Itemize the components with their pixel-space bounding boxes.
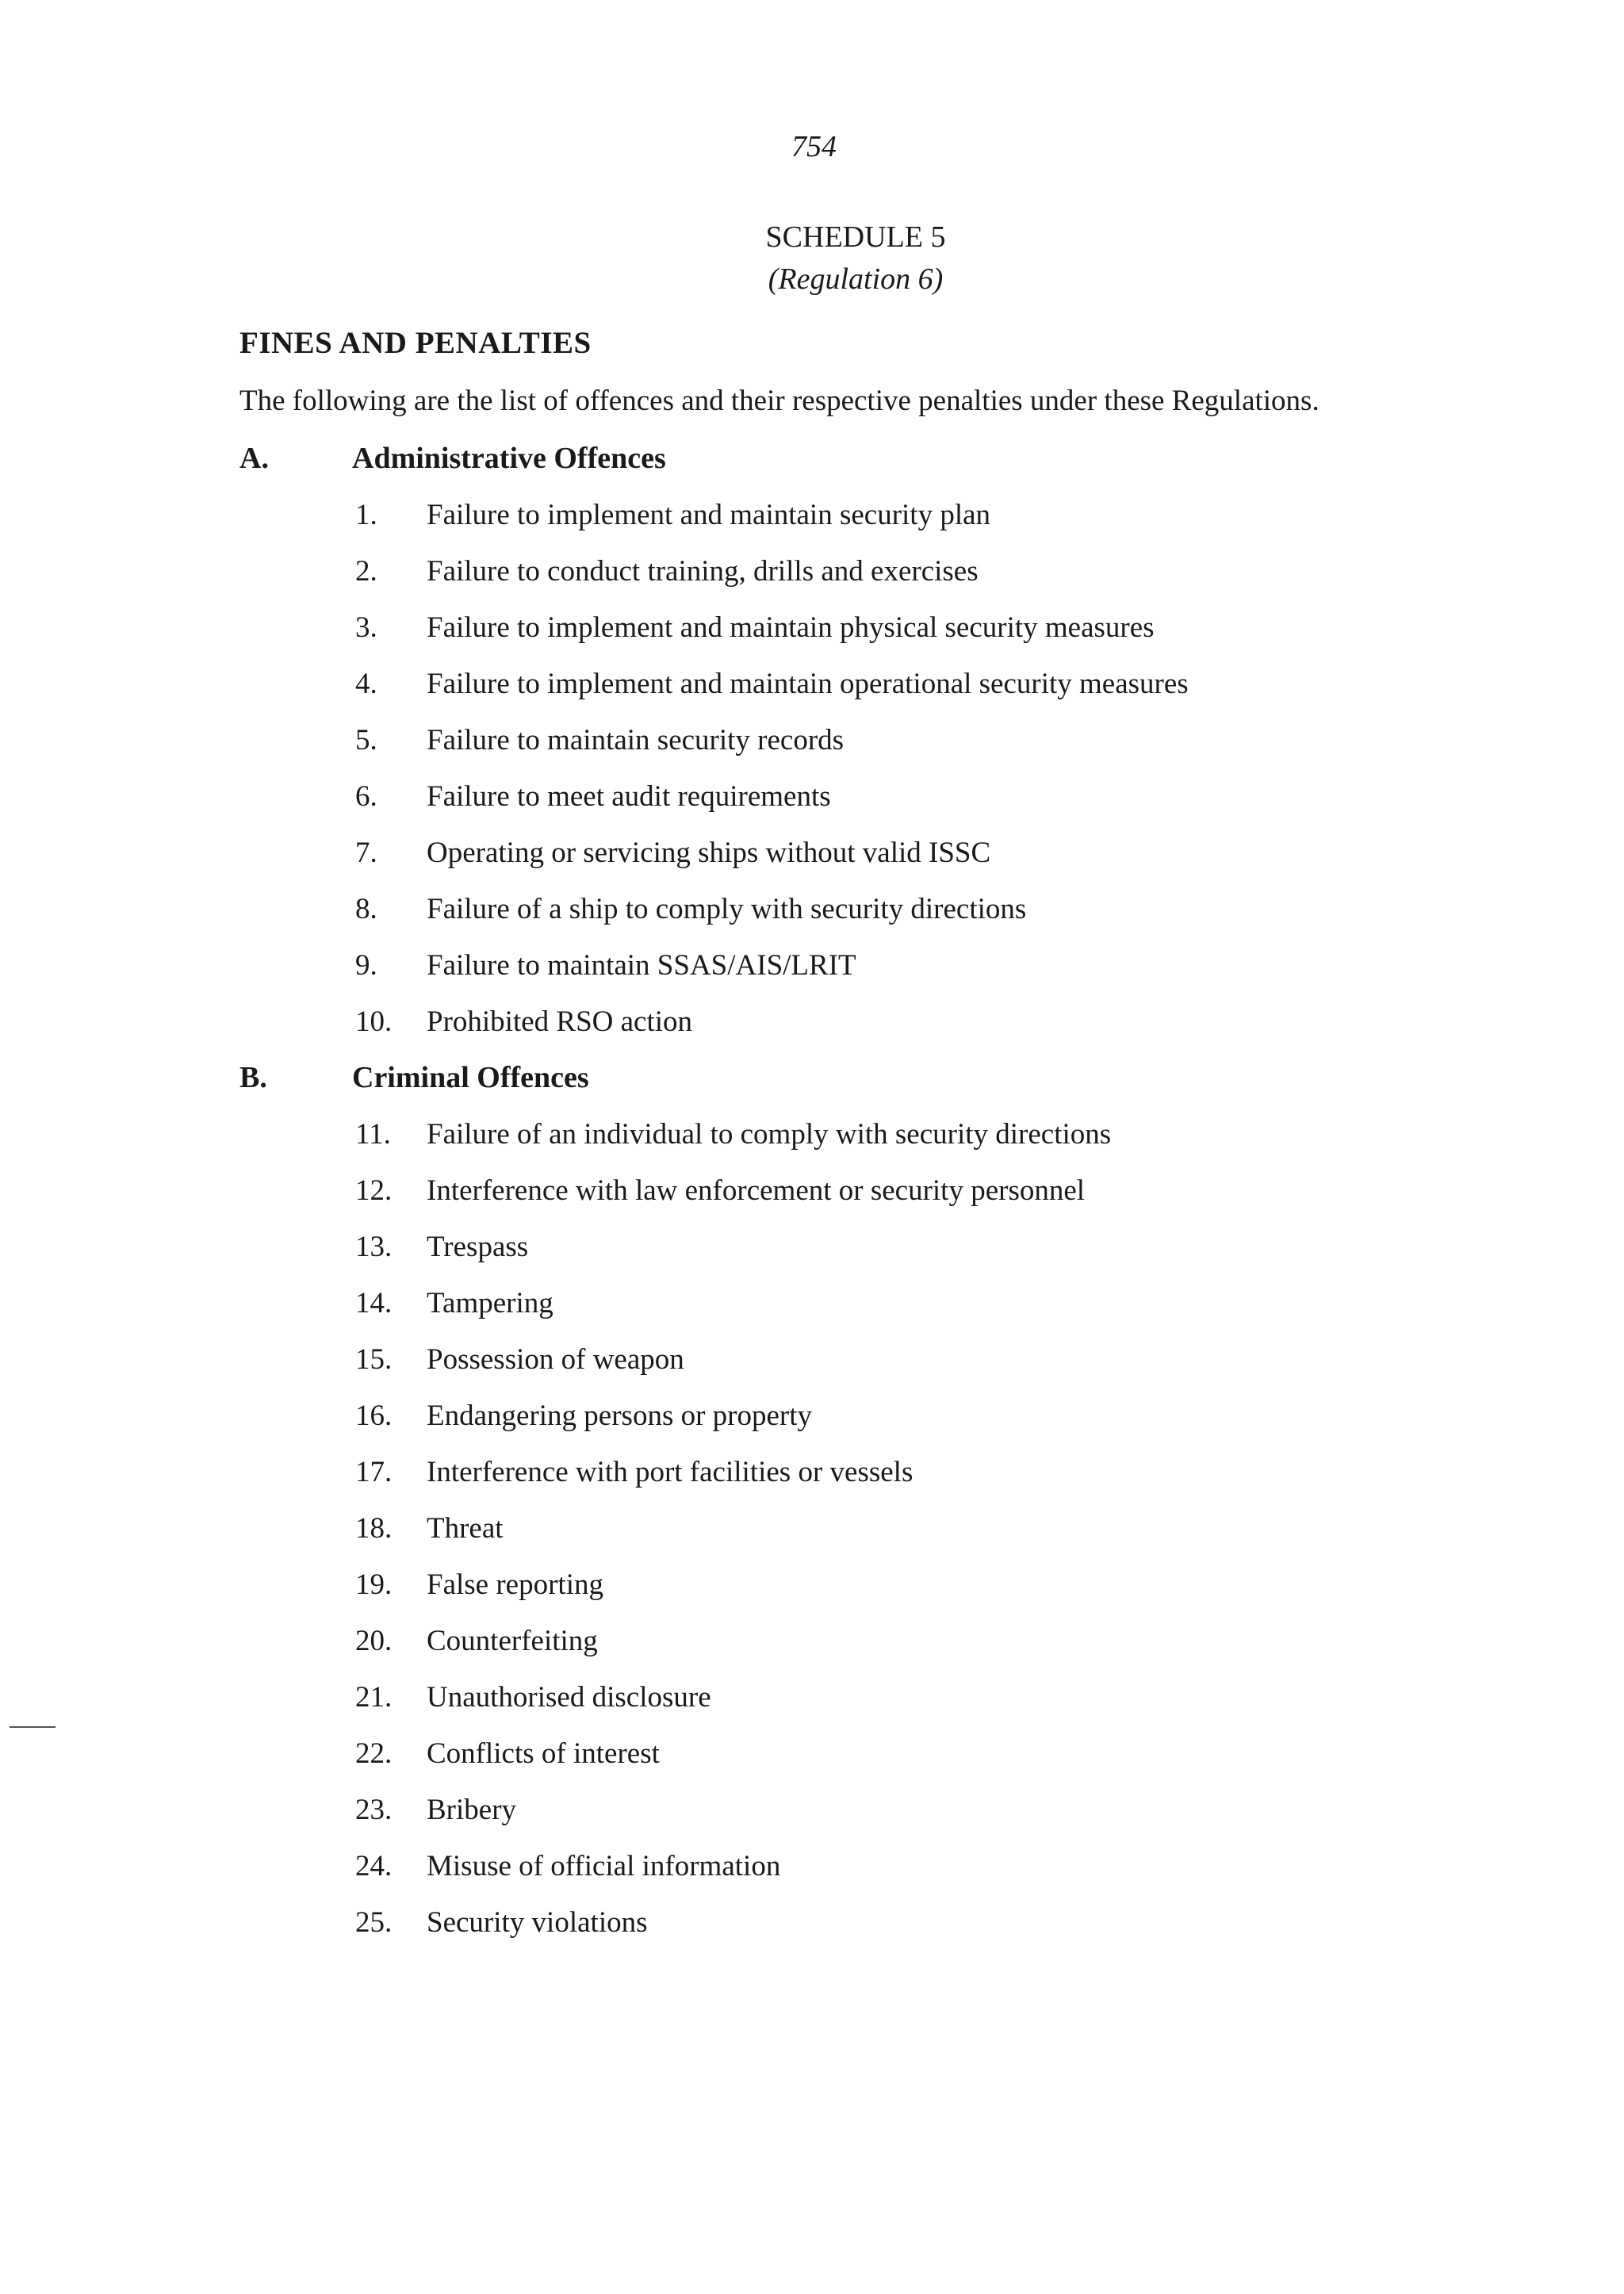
schedule-subtitle: (Regulation 6) — [768, 262, 944, 296]
item-text: Conflicts of interest — [427, 1737, 660, 1770]
list-item — [355, 836, 990, 870]
part-letter: B. — [239, 1061, 267, 1094]
list-item — [355, 611, 1155, 645]
list-item — [355, 1680, 711, 1714]
item-number: 24. — [355, 1850, 393, 1882]
item-text: Security violations — [427, 1906, 648, 1939]
item-number: 20. — [355, 1625, 393, 1657]
item-number: 16. — [355, 1400, 393, 1432]
item-text: Possession of weapon — [427, 1343, 684, 1376]
item-text: Operating or servicing ships without valid ISSC — [427, 837, 991, 869]
item-number: 14. — [355, 1287, 393, 1319]
item-text: Bribery — [427, 1794, 517, 1826]
item-number: 12. — [355, 1174, 393, 1207]
part-letter: A. — [239, 442, 269, 475]
list-item — [355, 1455, 913, 1489]
item-number: 11. — [355, 1118, 391, 1151]
list-item — [355, 1737, 660, 1771]
list-item — [355, 554, 979, 588]
item-text: Interference with law enforcement or security personnel — [427, 1174, 1086, 1207]
item-number: 18. — [355, 1512, 393, 1545]
item-number: 5. — [355, 724, 377, 756]
item-number: 15. — [355, 1343, 393, 1376]
item-text: Misuse of official information — [427, 1850, 781, 1882]
part-title: Administrative Offences — [352, 442, 666, 475]
list-item — [355, 1005, 692, 1039]
item-text: Failure to implement and maintain physical security measures — [427, 611, 1155, 644]
list-item — [355, 1793, 516, 1827]
list-item — [355, 667, 1189, 701]
item-text: Interference with port facilities or vessels — [427, 1456, 914, 1488]
item-number: 9. — [355, 949, 377, 982]
item-text: Threat — [427, 1512, 504, 1545]
schedule-title: SCHEDULE 5 — [765, 220, 946, 254]
list-item — [355, 1511, 504, 1545]
item-text: Failure to meet audit requirements — [427, 780, 831, 813]
item-text: Failure to maintain SSAS/AIS/LRIT — [427, 949, 856, 982]
item-text: Prohibited RSO action — [427, 1005, 693, 1038]
item-text: Failure of an individual to comply with security directions — [427, 1118, 1112, 1151]
item-number: 21. — [355, 1681, 393, 1714]
item-text: Failure to conduct training, drills and exercises — [427, 555, 979, 588]
list-item — [355, 1117, 1111, 1151]
item-text: Counterfeiting — [427, 1625, 598, 1657]
item-number: 8. — [355, 893, 377, 925]
item-text: Failure to maintain security records — [427, 724, 845, 756]
part-title: Criminal Offences — [352, 1061, 589, 1094]
list-item — [355, 1286, 553, 1320]
section-heading: FINES AND PENALTIES — [239, 326, 592, 360]
item-text: Failure of a ship to comply with security directions — [427, 893, 1027, 925]
item-number: 6. — [355, 780, 377, 813]
item-number: 7. — [355, 837, 377, 869]
list-item — [355, 948, 856, 982]
item-number: 13. — [355, 1231, 393, 1263]
item-number: 23. — [355, 1794, 393, 1826]
list-item — [355, 498, 990, 532]
item-text: Endangering persons or property — [427, 1400, 813, 1432]
item-text: False reporting — [427, 1568, 603, 1601]
list-item — [355, 1342, 684, 1377]
item-number: 4. — [355, 668, 377, 700]
list-item — [355, 1568, 603, 1602]
item-number: 2. — [355, 555, 377, 588]
item-text: Unauthorised disclosure — [427, 1681, 711, 1714]
page-number: 754 — [791, 130, 837, 163]
list-item — [355, 1399, 812, 1433]
list-item — [355, 779, 831, 814]
item-text: Failure to implement and maintain security plan — [427, 499, 991, 531]
item-number: 19. — [355, 1568, 393, 1601]
list-item — [355, 892, 1026, 926]
list-item — [355, 723, 844, 757]
list-item — [355, 1624, 598, 1658]
item-number: 1. — [355, 499, 377, 531]
list-item — [355, 1230, 528, 1264]
item-number: 10. — [355, 1005, 393, 1038]
item-number: 25. — [355, 1906, 393, 1939]
list-item — [355, 1849, 780, 1883]
item-number: 3. — [355, 611, 377, 644]
item-number: 17. — [355, 1456, 393, 1488]
item-text: Trespass — [427, 1231, 529, 1263]
item-number: 22. — [355, 1737, 393, 1770]
list-item — [355, 1905, 648, 1940]
list-item — [355, 1174, 1085, 1208]
intro-paragraph: The following are the list of offences and their respective penalties under these Regulations. — [239, 385, 1320, 417]
item-text: Tampering — [427, 1287, 553, 1319]
margin-mark — [10, 1726, 56, 1728]
item-text: Failure to implement and maintain operational security measures — [427, 668, 1189, 700]
